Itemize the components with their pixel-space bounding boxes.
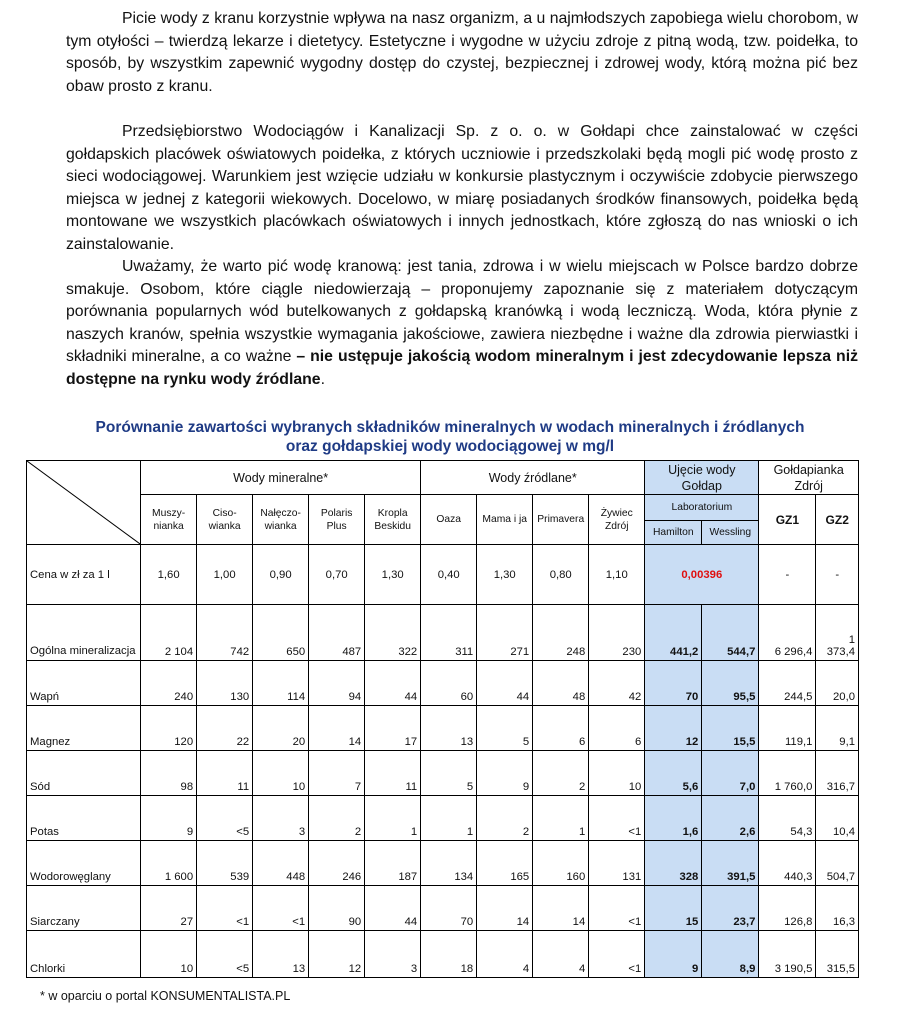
table-cell: 2 [533, 751, 589, 796]
table-cell: 9 [477, 751, 533, 796]
row-label: Wodorowęglany [27, 841, 141, 886]
table-cell: <1 [589, 931, 645, 978]
table-cell: 98 [141, 751, 197, 796]
table-cell: 60 [421, 661, 477, 706]
goldap-price-cell: 0,00396 [645, 545, 759, 605]
row-label: Magnez [27, 706, 141, 751]
table-cell: 230 [589, 605, 645, 661]
intro-paragraph: Picie wody z kranu korzystnie wpływa na nasz organizm, a u najmłodszych zapobiega wielu chorobom, w tym otyłości – twierdzą lekarze i dietetycy. Estetyczne i wygodne w użyciu zdroje z pitną wodą, tzw. poidełka, to sposób, by wszystkim zapewnić wygodny dostęp do czystej, bezpiecznej i zdrowej wody, którą można pić bez obaw prosto z kranu. [66, 10, 858, 95]
table-cell: - [816, 545, 859, 605]
table-row-bicarbonates [27, 841, 859, 886]
table-cell: 10 [253, 751, 309, 796]
table-cell: 1,30 [477, 545, 533, 605]
table-cell: 504,7 [816, 841, 859, 886]
table-cell: 10 [141, 931, 197, 978]
table-cell: 7,0 [702, 751, 759, 796]
table-cell: 54,3 [759, 796, 816, 841]
table-cell: 3 [365, 931, 421, 978]
table-cell: 5 [477, 706, 533, 751]
table-row-magnesium [27, 706, 859, 751]
table-cell: 2,6 [702, 796, 759, 841]
col-primavera: Primavera [533, 495, 589, 545]
row-label: Sód [27, 751, 141, 796]
table-cell: 3 190,5 [759, 931, 816, 978]
col-zywiec-zdroj: Żywiec Zdrój [589, 495, 645, 545]
table-cell: 539 [197, 841, 253, 886]
table-cell: 9 [141, 796, 197, 841]
table-cell: 48 [533, 661, 589, 706]
laboratory-header: Laboratorium [645, 495, 759, 521]
table-title-line-2: oraz gołdapskiej wody wodociągowej w mg/l [285, 438, 615, 455]
opinion-end: . [320, 370, 325, 388]
col-oaza: Oaza [421, 495, 477, 545]
table-cell: 120 [141, 706, 197, 751]
header-row-groups [27, 461, 859, 495]
table-row-sodium [27, 751, 859, 796]
table-cell: 20,0 [816, 661, 859, 706]
table-cell: 311 [421, 605, 477, 661]
table-cell: 14 [309, 706, 365, 751]
table-cell: 15 [645, 886, 702, 931]
table-cell: 165 [477, 841, 533, 886]
table-cell: 9 [645, 931, 702, 978]
group-spring-waters: Wody źródlane* [421, 461, 645, 495]
table-cell: 440,3 [759, 841, 816, 886]
table-cell: 13 [421, 706, 477, 751]
table-cell: 0,90 [253, 545, 309, 605]
table-cell: 0,40 [421, 545, 477, 605]
table-cell: 244,5 [759, 661, 816, 706]
table-row-calcium [27, 661, 859, 706]
table-cell: 14 [477, 886, 533, 931]
table-cell: 271 [477, 605, 533, 661]
row-label: Ogólna mineralizacja [27, 605, 141, 661]
table-cell: 70 [645, 661, 702, 706]
row-label: Siarczany [27, 886, 141, 931]
table-row-sulfates [27, 886, 859, 931]
table-cell: <5 [197, 931, 253, 978]
row-label: Potas [27, 796, 141, 841]
group-goldap-intake: Ujęcie wody Gołdap [645, 461, 759, 495]
table-cell: 2 [309, 796, 365, 841]
corner-cell [27, 461, 141, 545]
table-cell: 240 [141, 661, 197, 706]
table-cell: 42 [589, 661, 645, 706]
table-cell: 94 [309, 661, 365, 706]
table-row-chlorides [27, 931, 859, 978]
opinion-bold-text: – nie ustępuje jakością wodom mineralnym i jest zdecydowanie lepsza niż dostępne na rynku wody źródlane [66, 348, 858, 388]
col-muszynianka: Muszy-nianka [141, 495, 197, 545]
table-cell: 441,2 [645, 605, 702, 661]
table-cell: <1 [197, 886, 253, 931]
table-cell: 1 600 [141, 841, 197, 886]
row-label: Chlorki [27, 931, 141, 978]
table-cell: 742 [197, 605, 253, 661]
table-cell: 9,1 [816, 706, 859, 751]
table-cell: 3 [253, 796, 309, 841]
table-cell: 90 [309, 886, 365, 931]
table-cell: 11 [197, 751, 253, 796]
table-cell: 44 [365, 886, 421, 931]
col-hamilton: Hamilton [645, 521, 702, 545]
table-cell: 10,4 [816, 796, 859, 841]
table-cell: 126,8 [759, 886, 816, 931]
table-cell: 0,70 [309, 545, 365, 605]
table-cell: 7 [309, 751, 365, 796]
table-cell: 1,10 [589, 545, 645, 605]
table-cell: 13 [253, 931, 309, 978]
table-cell: 2 [477, 796, 533, 841]
table-cell: 0,80 [533, 545, 589, 605]
table-cell: 328 [645, 841, 702, 886]
table-row-price [27, 545, 859, 605]
table-cell: - [759, 545, 816, 605]
table-cell: 248 [533, 605, 589, 661]
table-cell: <1 [589, 796, 645, 841]
table-cell: 6 [589, 706, 645, 751]
table-cell: 44 [365, 661, 421, 706]
table-cell: 5,6 [645, 751, 702, 796]
table-cell: 15,5 [702, 706, 759, 751]
table-cell: 448 [253, 841, 309, 886]
table-cell: 27 [141, 886, 197, 931]
table-cell: 1,60 [141, 545, 197, 605]
row-label: Cena w zł za 1 l [27, 545, 141, 605]
opinion-paragraph [66, 256, 858, 392]
table-cell: 10 [589, 751, 645, 796]
table-cell: 187 [365, 841, 421, 886]
table-cell: 1,30 [365, 545, 421, 605]
table-cell: 23,7 [702, 886, 759, 931]
table-row-potassium [27, 796, 859, 841]
table-cell: 131 [589, 841, 645, 886]
table-cell: 134 [421, 841, 477, 886]
table-cell: 119,1 [759, 706, 816, 751]
table-cell: 487 [309, 605, 365, 661]
table-cell: 1,6 [645, 796, 702, 841]
mineral-comparison-table [26, 460, 859, 978]
table-cell: 12 [645, 706, 702, 751]
col-gz1: GZ1 [759, 495, 816, 545]
table-cell: 2 104 [141, 605, 197, 661]
header-row-lab [27, 495, 859, 521]
table-cell: 20 [253, 706, 309, 751]
table-cell: 95,5 [702, 661, 759, 706]
table-cell: 11 [365, 751, 421, 796]
table-cell: 130 [197, 661, 253, 706]
table-cell: 160 [533, 841, 589, 886]
table-cell: 316,7 [816, 751, 859, 796]
table-cell: 1,00 [197, 545, 253, 605]
table-cell: 391,5 [702, 841, 759, 886]
table-cell: 1 [365, 796, 421, 841]
table-cell: 1 373,4 [816, 605, 859, 661]
col-mama-i-ja: Mama i ja [477, 495, 533, 545]
table-cell: 6 296,4 [759, 605, 816, 661]
opinion-text: Uważamy, że warto pić wodę kranową: jest tania, zdrowa i w wielu miejscach w Polsce bardzo dobrze smakuje. Osobom, które ciągle niedowierzają – proponujemy zapoznanie się z materiałem dotyczącym porównania popularnych wód butelkowanych z gołdapską kranówką i wodą leczniczą. Woda, która płynie z naszych kranów, spełnia wszystkie wymagania jakościowe, zawiera niezbędne i ważne dla zdrowia pierwiastki i składniki mineralne, a co ważne [66, 258, 858, 366]
table-cell: 6 [533, 706, 589, 751]
table-cell: 1 [533, 796, 589, 841]
table-title-line-1: Porównanie zawartości wybranych składników mineralnych w wodach mineralnych i źródlanych [95, 419, 805, 436]
company-paragraph: Przedsiębiorstwo Wodociągów i Kanalizacji Sp. z o. o. w Gołdapi chce zainstalować w części gołdapskich placówek oświatowych poidełka, z których uczniowie i przedszkolaki będą mogli pić wodę prosto z sieci wodociągowej. Warunkiem jest wzięcie udziału w konkursie plastycznym i oczywiście zdobycie pierwszego miejsca w jednej z kategorii wiekowych. Docelowo, w miarę posiadanych środków finansowych, poidełka będą montowane we wszystkich placówkach oświatowych i innych jednostkach, które zgłoszą do nas wnioski o ich zainstalowanie. [66, 123, 858, 253]
table-cell: 12 [309, 931, 365, 978]
col-cisowianka: Ciso-wianka [197, 495, 253, 545]
table-cell: 322 [365, 605, 421, 661]
table-cell: 315,5 [816, 931, 859, 978]
row-label: Wapń [27, 661, 141, 706]
table-cell: 17 [365, 706, 421, 751]
col-wessling: Wessling [702, 521, 759, 545]
table-title [0, 418, 900, 456]
footnote: * w oparciu o portal KONSUMENTALISTA.PL [40, 989, 291, 1003]
col-kropla-beskidu: Kropla Beskidu [365, 495, 421, 545]
table-cell: 22 [197, 706, 253, 751]
table-cell: 544,7 [702, 605, 759, 661]
table-cell: 650 [253, 605, 309, 661]
group-mineral-waters: Wody mineralne* [141, 461, 421, 495]
col-gz2: GZ2 [816, 495, 859, 545]
diagonal-line [27, 461, 140, 544]
table-cell: 1 [421, 796, 477, 841]
group-goldapianka: Gołdapianka Zdrój [759, 461, 859, 495]
table-cell: 14 [533, 886, 589, 931]
table-cell: 70 [421, 886, 477, 931]
col-polaris-plus: Polaris Plus [309, 495, 365, 545]
col-naleczowianka: Nałęczo-wianka [253, 495, 309, 545]
table-cell: 5 [421, 751, 477, 796]
table-cell: <1 [589, 886, 645, 931]
table-cell: 4 [477, 931, 533, 978]
table-cell: 44 [477, 661, 533, 706]
table-cell: <1 [253, 886, 309, 931]
table-cell: 8,9 [702, 931, 759, 978]
table-row-mineralization [27, 605, 859, 661]
table-cell: 18 [421, 931, 477, 978]
table-cell: 114 [253, 661, 309, 706]
table-cell: 16,3 [816, 886, 859, 931]
table-cell: 4 [533, 931, 589, 978]
table-cell: <5 [197, 796, 253, 841]
table-cell: 246 [309, 841, 365, 886]
table-cell: 1 760,0 [759, 751, 816, 796]
